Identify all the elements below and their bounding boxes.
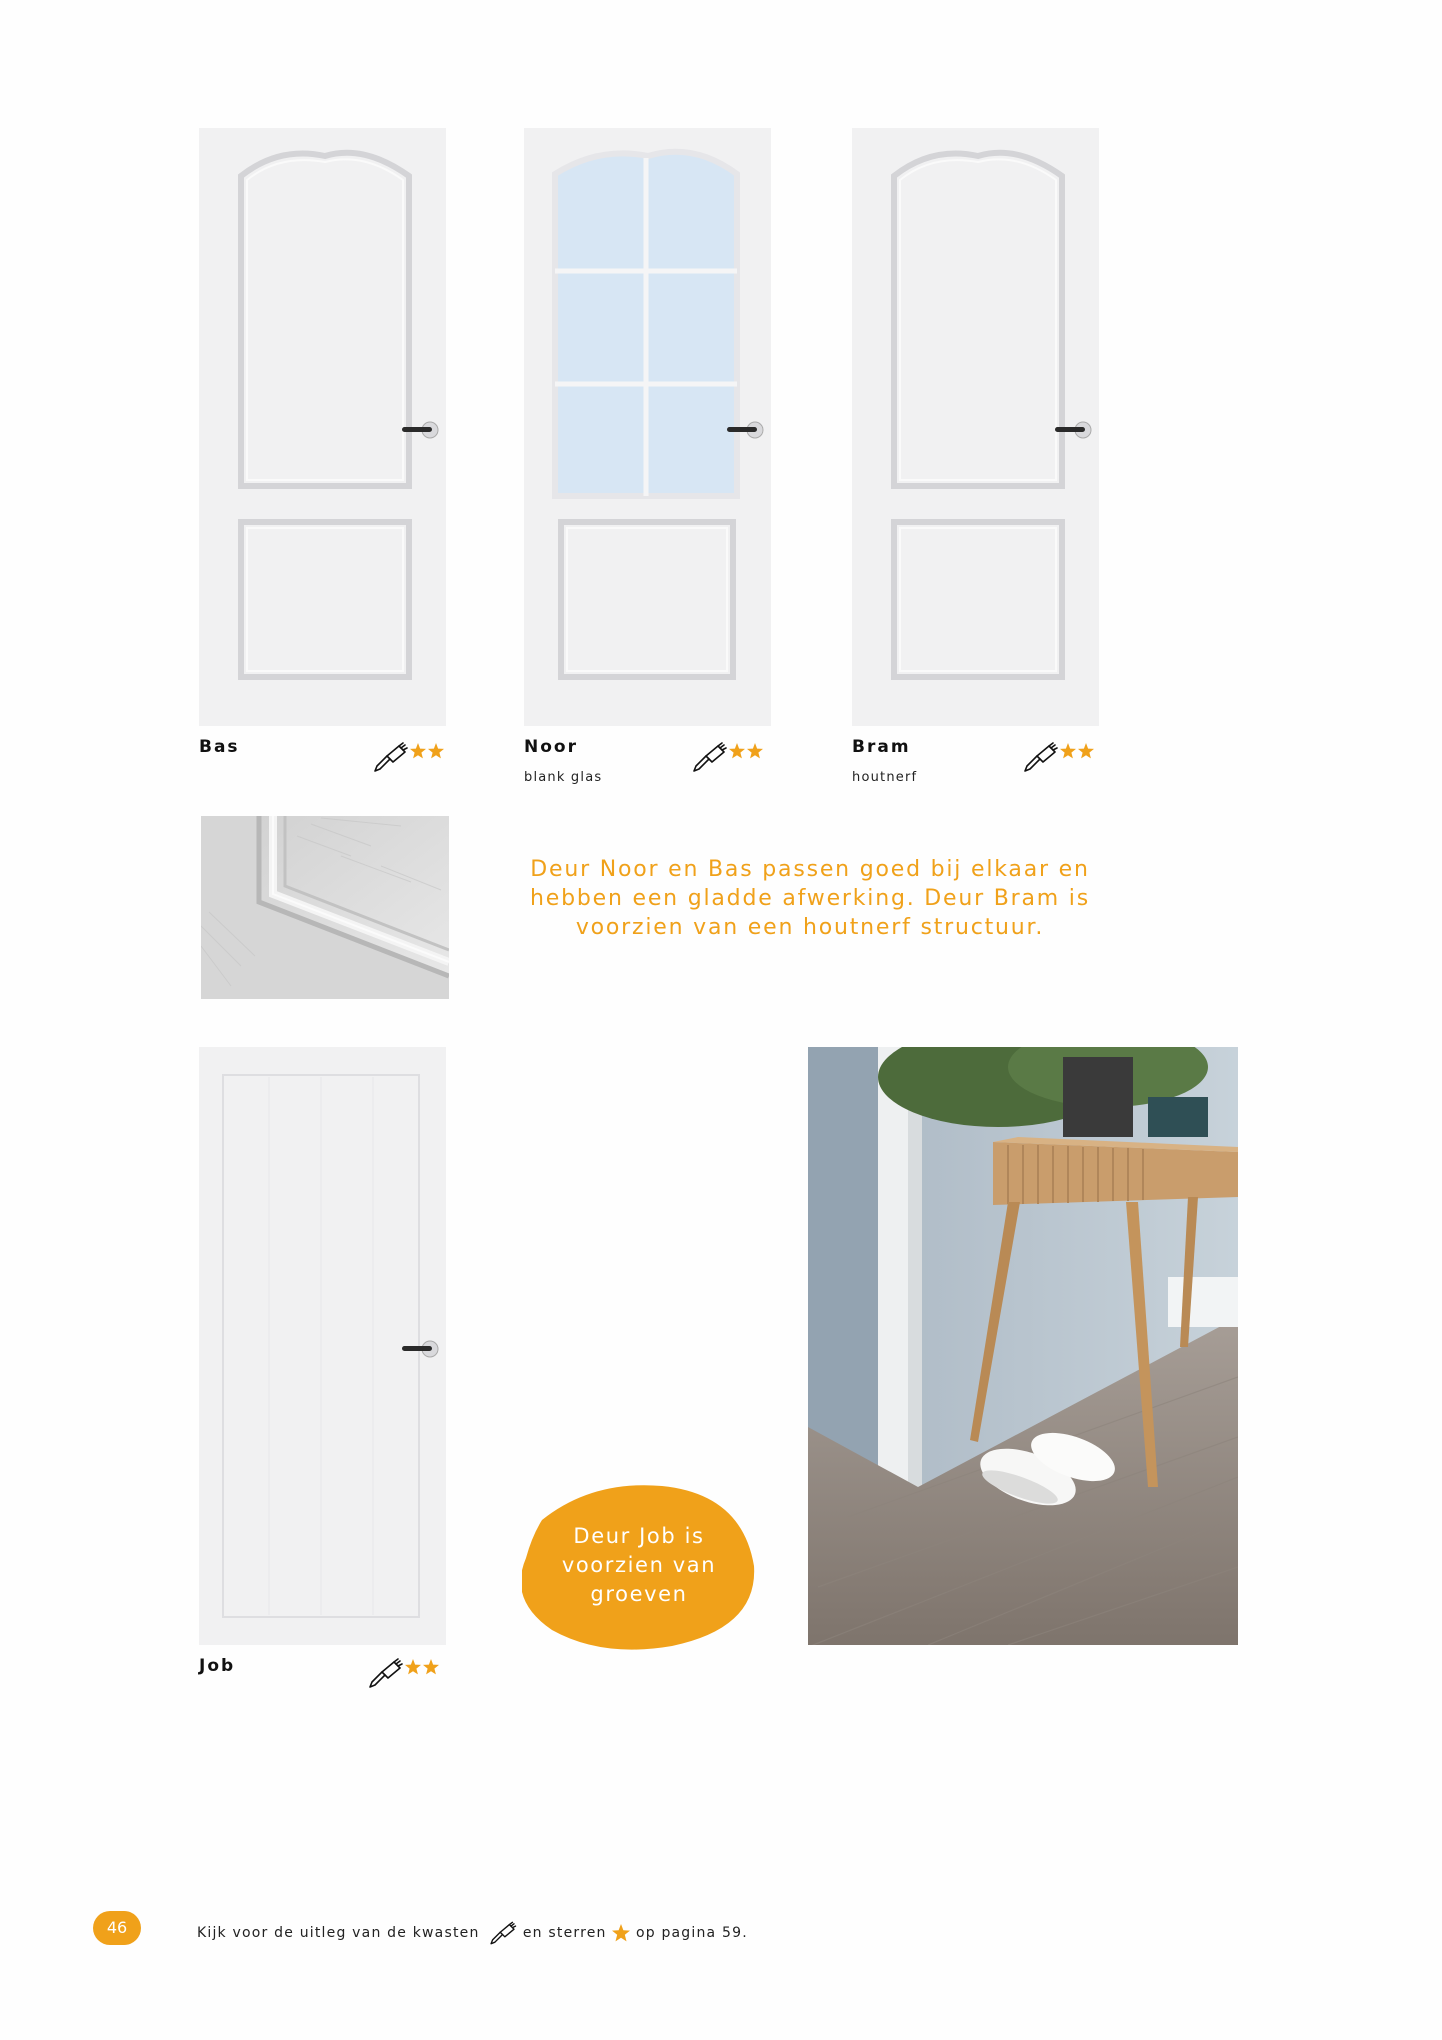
paint-brush-icon xyxy=(694,743,726,771)
footer-text-middle: en sterren xyxy=(522,1925,607,1941)
footer-legend-note xyxy=(197,1920,748,1946)
door-name-noor: Noor xyxy=(524,737,578,757)
star-icon xyxy=(428,743,444,758)
door-image-bram xyxy=(852,128,1099,726)
paint-brush-icon xyxy=(375,743,407,771)
hallway-interior-photo xyxy=(808,1047,1238,1645)
door-description-text: Deur Noor en Bas passen goed bij elkaar en hebben een gladde afwerking. Deur Bram is voorzien van een houtnerf structuur. xyxy=(530,857,1090,940)
star-icon xyxy=(410,743,426,758)
door-rating-noor xyxy=(688,740,778,774)
star-icon xyxy=(1078,743,1094,758)
door-subtitle-noor: blank glas xyxy=(524,770,603,785)
page-number: 46 xyxy=(93,1911,141,1945)
door-name-bram: Bram xyxy=(852,737,911,757)
footer-text-before: Kijk voor de uitleg van de kwasten xyxy=(197,1925,480,1941)
door-rating-bram xyxy=(1019,740,1109,774)
star-icon xyxy=(747,743,763,758)
door-image-bas xyxy=(199,128,446,726)
door-name-job: Job xyxy=(199,1656,236,1676)
star-icon xyxy=(1060,743,1076,758)
star-icon xyxy=(405,1659,421,1674)
star-icon xyxy=(729,743,745,758)
door-rating-job xyxy=(364,1656,454,1690)
job-callout-badge xyxy=(522,1480,756,1652)
paint-brush-icon xyxy=(485,1920,517,1946)
star-icon xyxy=(612,1924,630,1942)
footer-text-after: op pagina 59. xyxy=(635,1925,748,1941)
paint-brush-icon xyxy=(1025,743,1057,771)
star-icon xyxy=(423,1659,439,1674)
door-rating-bas xyxy=(369,740,459,774)
door-name-bas: Bas xyxy=(199,737,240,757)
callout-line: Deur Job is xyxy=(573,1524,705,1548)
door-image-job xyxy=(199,1047,446,1645)
callout-line: voorzien van xyxy=(561,1553,717,1577)
door-subtitle-bram: houtnerf xyxy=(852,770,918,785)
door-image-noor xyxy=(524,128,771,726)
callout-line: groeven xyxy=(590,1582,688,1606)
paint-brush-icon xyxy=(370,1659,402,1687)
woodgrain-detail-photo xyxy=(201,816,449,999)
